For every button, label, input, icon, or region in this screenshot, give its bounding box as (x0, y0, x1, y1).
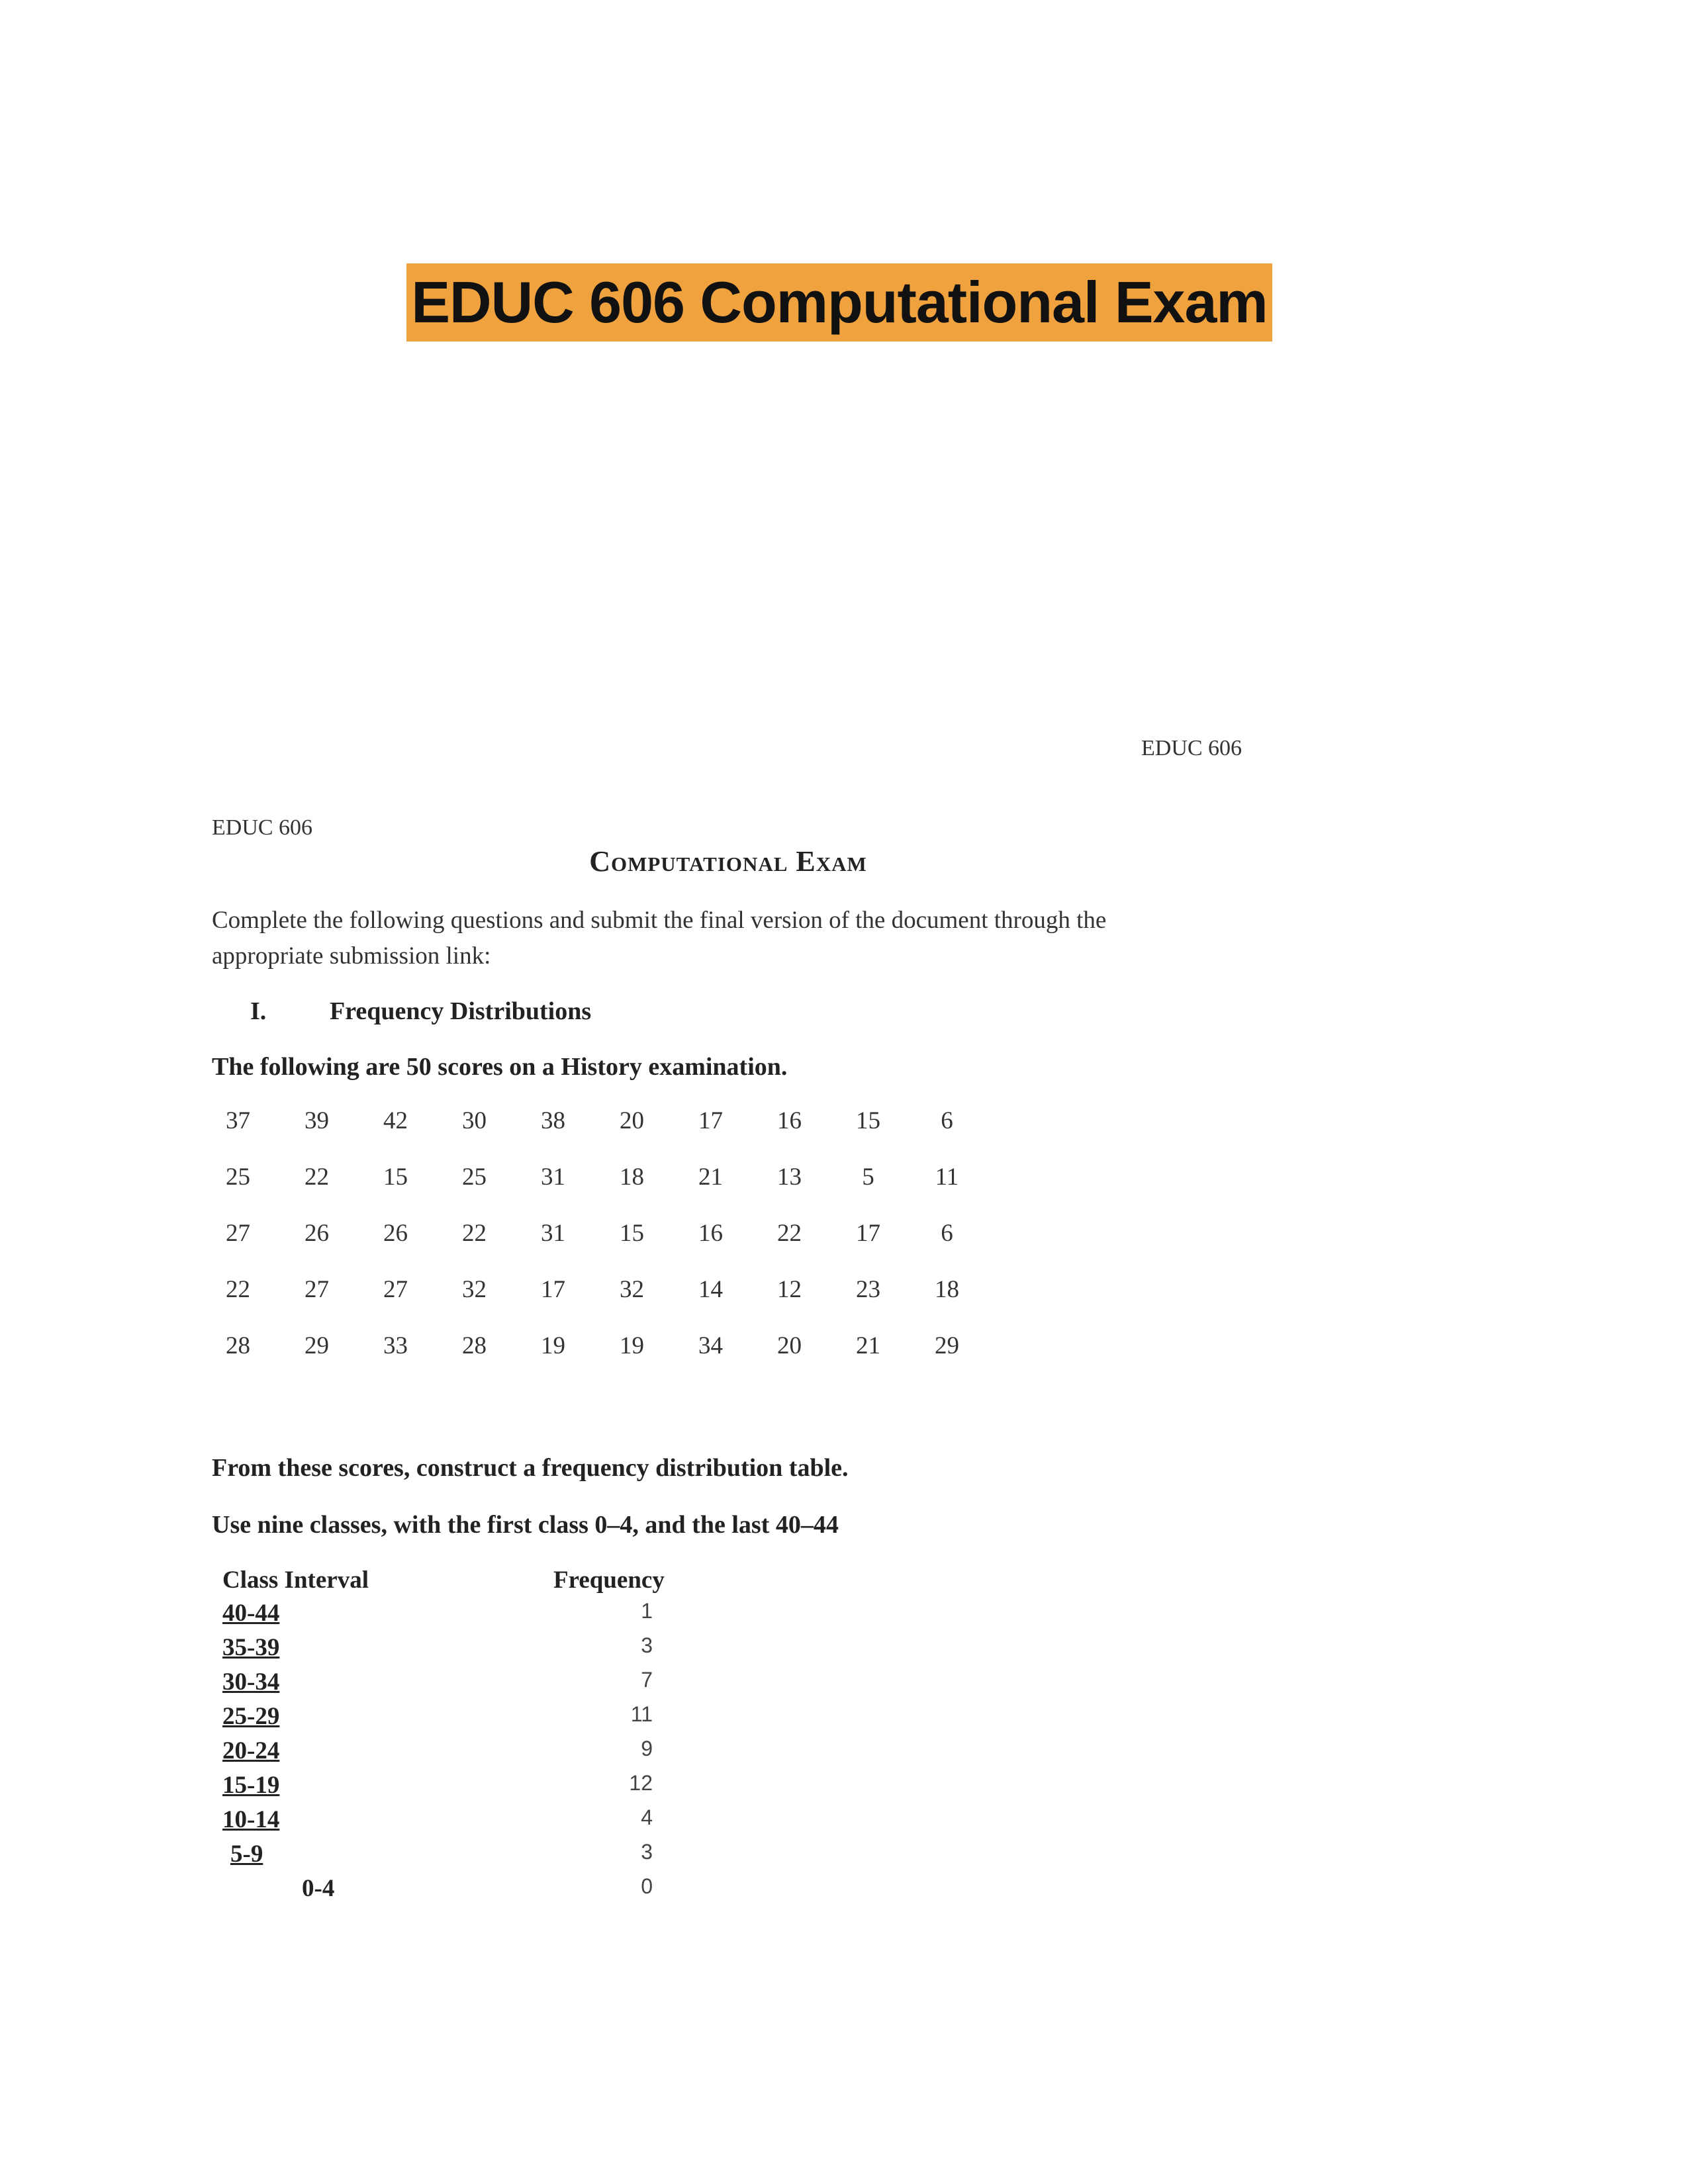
score-cell: 22 (226, 1276, 250, 1303)
class-interval: 10-14 (222, 1806, 280, 1833)
score-cell: 42 (383, 1107, 408, 1134)
frequency-value: 9 (641, 1737, 653, 1760)
table-row (222, 1599, 686, 1633)
score-cell: 28 (226, 1332, 250, 1359)
score-cell: 31 (541, 1220, 565, 1247)
score-cell: 17 (541, 1276, 565, 1303)
score-cell: 33 (383, 1332, 408, 1359)
score-cell: 23 (856, 1276, 880, 1303)
score-cell: 17 (698, 1107, 723, 1134)
score-cell: 6 (941, 1220, 953, 1247)
score-cell: 6 (941, 1107, 953, 1134)
scores-row (199, 1275, 986, 1332)
score-cell: 34 (698, 1332, 723, 1359)
score-cell: 14 (698, 1276, 723, 1303)
score-cell: 22 (777, 1220, 802, 1247)
class-interval: 20-24 (222, 1737, 280, 1764)
table-row (222, 1737, 686, 1771)
score-cell: 29 (305, 1332, 329, 1359)
score-cell: 39 (305, 1107, 329, 1134)
score-cell: 25 (226, 1163, 250, 1191)
section-number: I. (250, 997, 267, 1025)
scores-row (199, 1219, 986, 1275)
scores-intro: The following are 50 scores on a History examination. (212, 1053, 788, 1081)
score-cell: 22 (462, 1220, 487, 1247)
frequency-value: 1 (641, 1599, 653, 1623)
frequency-value: 12 (629, 1771, 653, 1795)
score-cell: 21 (856, 1332, 880, 1359)
score-cell: 21 (698, 1163, 723, 1191)
score-cell: 19 (620, 1332, 644, 1359)
table-row (222, 1702, 686, 1737)
score-cell: 28 (462, 1332, 487, 1359)
class-interval-header: Class Interval (222, 1567, 369, 1594)
scores-grid (199, 1107, 986, 1388)
score-cell: 15 (620, 1220, 644, 1247)
score-cell: 25 (462, 1163, 487, 1191)
scores-row (199, 1107, 986, 1163)
frequency-value: 0 (641, 1874, 653, 1898)
score-cell: 18 (620, 1163, 644, 1191)
score-cell: 29 (935, 1332, 959, 1359)
frequency-value: 4 (641, 1805, 653, 1829)
class-interval: 0-4 (302, 1875, 335, 1902)
score-cell: 16 (698, 1220, 723, 1247)
class-interval: 5-9 (230, 1841, 263, 1868)
score-cell: 16 (777, 1107, 802, 1134)
score-cell: 20 (620, 1107, 644, 1134)
class-interval: 25-29 (222, 1703, 280, 1730)
frequency-value: 7 (641, 1668, 653, 1692)
banner-title: EDUC 606 Computational Exam (411, 269, 1268, 335)
score-cell: 27 (226, 1220, 250, 1247)
score-cell: 27 (305, 1276, 329, 1303)
frequency-value: 11 (630, 1702, 653, 1726)
task-nine-classes: Use nine classes, with the first class 0–4, and the last 40–44 (212, 1511, 839, 1539)
score-cell: 20 (777, 1332, 802, 1359)
table-row (222, 1771, 686, 1805)
frequency-header: Frequency (553, 1567, 665, 1594)
class-interval: 30-34 (222, 1668, 280, 1696)
class-interval: 40-44 (222, 1600, 280, 1627)
score-cell: 26 (305, 1220, 329, 1247)
frequency-value: 3 (641, 1840, 653, 1864)
score-cell: 17 (856, 1220, 880, 1247)
score-cell: 37 (226, 1107, 250, 1134)
class-interval: 35-39 (222, 1634, 280, 1661)
score-cell: 27 (383, 1276, 408, 1303)
score-cell: 12 (777, 1276, 802, 1303)
score-cell: 38 (541, 1107, 565, 1134)
title-banner (406, 263, 1272, 341)
frequency-value: 3 (641, 1633, 653, 1657)
score-cell: 32 (620, 1276, 644, 1303)
document-header-right: EDUC 606 (1141, 736, 1243, 760)
table-row (222, 1805, 686, 1840)
frequency-table (222, 1566, 686, 1909)
score-cell: 19 (541, 1332, 565, 1359)
score-cell: 15 (856, 1107, 880, 1134)
table-row (222, 1874, 686, 1909)
exam-title: Computational Exam (589, 845, 867, 878)
frequency-table-header (222, 1566, 686, 1599)
document-header-left: EDUC 606 (212, 815, 313, 840)
score-cell: 11 (935, 1163, 959, 1191)
score-cell: 30 (462, 1107, 487, 1134)
score-cell: 5 (862, 1163, 874, 1191)
score-cell: 31 (541, 1163, 565, 1191)
table-row (222, 1668, 686, 1702)
task-construct-table: From these scores, construct a frequency distribution table. (212, 1454, 849, 1482)
score-cell: 26 (383, 1220, 408, 1247)
score-cell: 32 (462, 1276, 487, 1303)
scores-row (199, 1332, 986, 1388)
table-row (222, 1840, 686, 1874)
table-row (222, 1633, 686, 1668)
class-interval: 15-19 (222, 1772, 280, 1799)
score-cell: 18 (935, 1276, 959, 1303)
instructions-paragraph: Complete the following questions and submit the final version of the document through the appropriate submission link: (212, 907, 1107, 970)
score-cell: 22 (305, 1163, 329, 1191)
scores-row (199, 1163, 986, 1219)
score-cell: 13 (777, 1163, 802, 1191)
score-cell: 15 (383, 1163, 408, 1191)
section-heading: Frequency Distributions (330, 997, 592, 1025)
